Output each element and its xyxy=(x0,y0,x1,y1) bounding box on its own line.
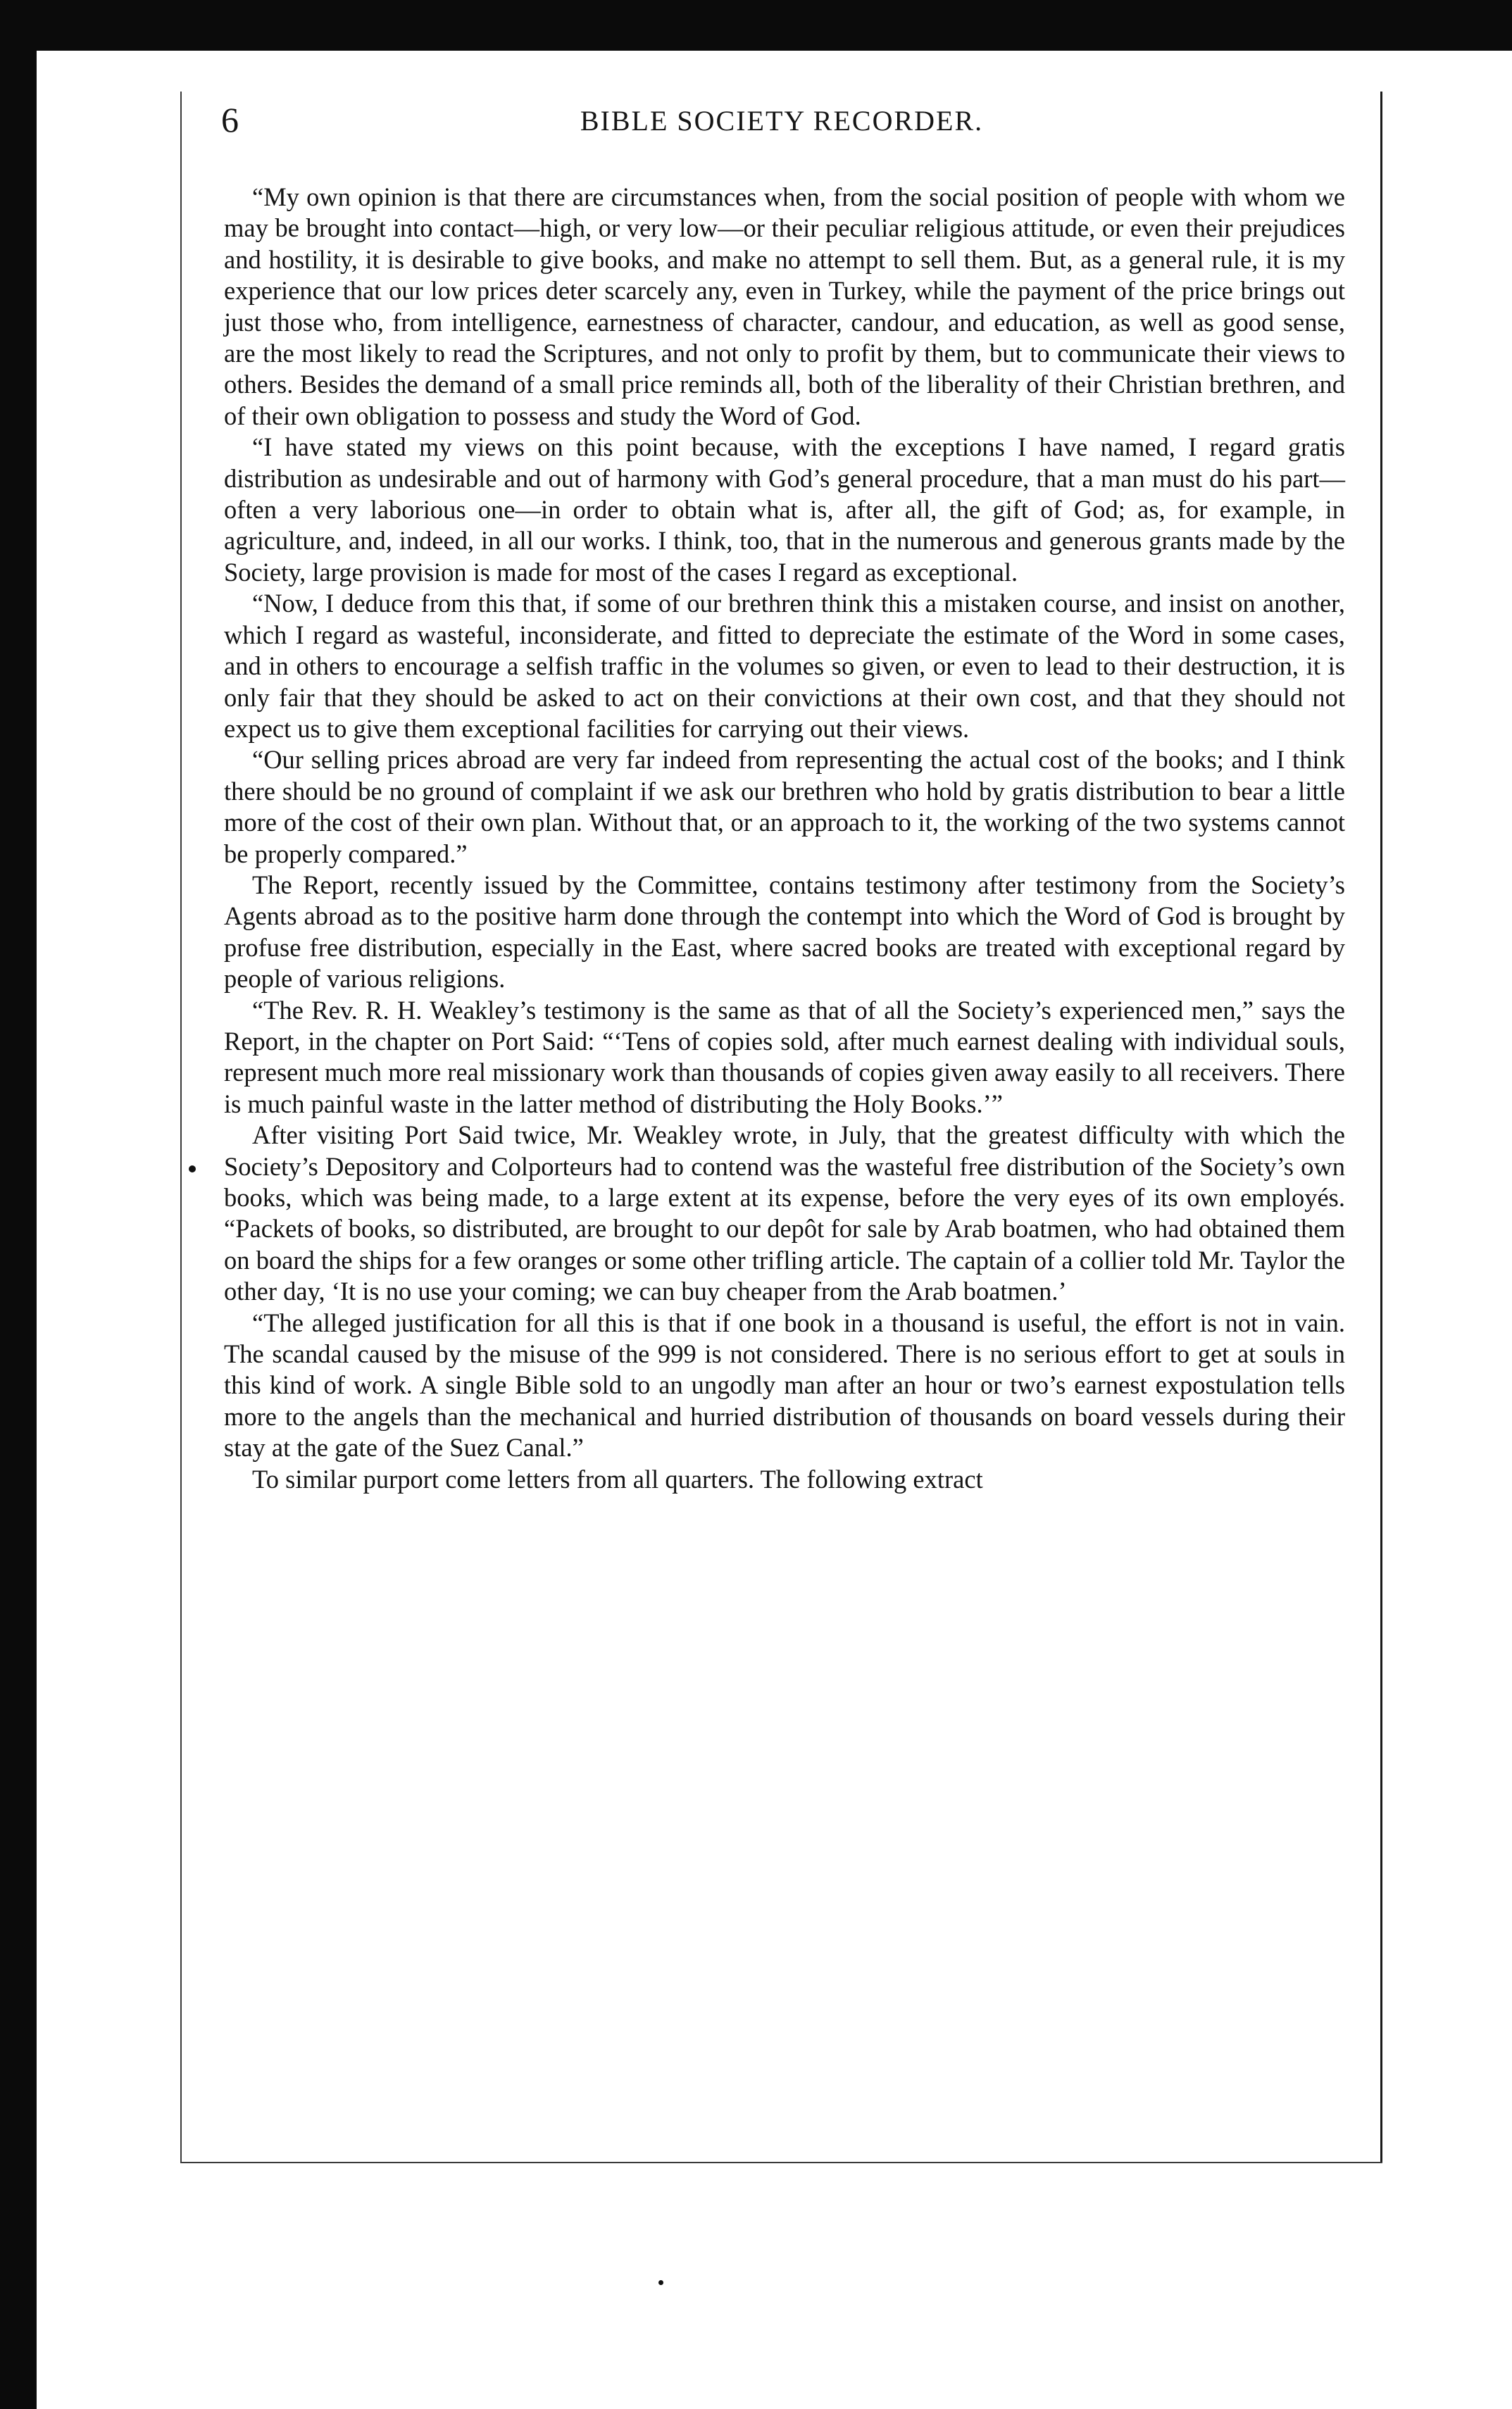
running-title: BIBLE SOCIETY RECORDER. xyxy=(580,105,984,137)
paragraph: “Our selling prices abroad are very far indeed from representing the actual cost of the books; and I think there should be no ground of complaint if we ask our brethren who hold by gratis distribution to bear a little more of the cost of their own plan. Without that, or an approach to it, the working of the two systems cannot be properly compared.” xyxy=(224,745,1345,868)
page-left-edge-line xyxy=(180,92,182,2162)
page-bottom-rule xyxy=(180,2162,1382,2163)
scan-speck xyxy=(658,2280,663,2285)
paragraph: “Now, I deduce from this that, if some of our brethren think this a mistaken course, and insist on another, which I regard as wasteful, inconsiderate, and fitted to depreciate the estimate of the Word in some cases, and in others to encourage a selfish traffic in the volumes so given, or even to lead to their destruction, it is only fair that they should be asked to act on their convictions at their own cost, and that they should not expect us to give them exceptional facilities for carrying out their views. xyxy=(224,589,1345,743)
paragraph: “The Rev. R. H. Weakley’s testimony is the same as that of all the Society’s experienced men,” says the Report, in the chapter on Port Said: “‘Tens of copies sold, after much earnest dealing with individual souls, represent much more real missionary work than thousands of copies given away easily to all receivers. There is much painful waste in the latter method of distributing the Holy Books.’” xyxy=(224,995,1345,1118)
paragraph: “My own opinion is that there are circumstances when, from the social position of people with whom we may be brought into contact—high, or very low—or their peculiar religious attitude, or even their prejudices and hostility, it is desirable to give books, and make no attempt to sell them. But, as a general rule, it is my experience that our low prices deter scarcely any, even in Turkey, while the payment of the price brings out just those who, from intelligence, earnestness of character, candour, and education, as well as good sense, are the most likely to read the Scriptures, and not only to profit by them, but to communicate their views to others. Besides the demand of a small price reminds all, both of the liberality of their Christian brethren, and of their own obligation to possess and study the Word of God. xyxy=(224,182,1345,430)
scan-top-border xyxy=(0,0,1512,51)
running-head xyxy=(211,99,1352,141)
paragraph: “The alleged justification for all this is that if one book in a thousand is useful, the effort is not in vain. The scandal caused by the misuse of the 999 is not considered. There is no serious effort to get at souls in this kind of work. A single Bible sold to an ungodly man after an hour or two’s earnest expostulation tells more to the angels than the mechanical and hurried distribution of thousands on board vessels during their stay at the gate of the Suez Canal.” xyxy=(224,1308,1345,1463)
article-body xyxy=(224,182,1345,1495)
scan-left-border xyxy=(0,0,37,2409)
paragraph: After visiting Port Said twice, Mr. Weakley wrote, in July, that the greatest difficulty with which the Society’s Depository and Colporteurs had to contend was the wasteful free distribution of the Society’s own books, which was being made, to a large extent at its expense, before the very eyes of its own employés. “Packets of books, so distributed, are brought to our depôt for sale by Arab boatmen, who had obtained them on board the ships for a few oranges or some other trifling article. The captain of a collier told Mr. Taylor the other day, ‘It is no use your coming; we can buy cheaper from the Arab boatmen.’ xyxy=(224,1120,1345,1306)
paragraph: The Report, recently issued by the Committee, contains testimony after testimony from the Society’s Agents abroad as to the positive harm done through the contempt into which the Word of God is brought by profuse free distribution, especially in the East, where sacred books are treated with exceptional regard by people of various religions. xyxy=(224,870,1345,994)
paragraph: “I have stated my views on this point because, with the exceptions I have named, I regard gratis distribution as undesirable and out of harmony with God’s general procedure, that a man must do his part—often a very laborious one—in order to obtain what is, after all, the gift of God; as, for example, in agriculture, and, indeed, in all our works. I think, too, that in the numerous and generous grants made by the Society, large provision is made for most of the cases I regard as exceptional. xyxy=(224,432,1345,587)
page-number: 6 xyxy=(221,100,239,139)
paragraph: To similar purport come letters from all quarters. The following extract xyxy=(252,1464,983,1494)
scan-speck xyxy=(189,1165,196,1172)
page-right-edge-line xyxy=(1380,92,1382,2162)
